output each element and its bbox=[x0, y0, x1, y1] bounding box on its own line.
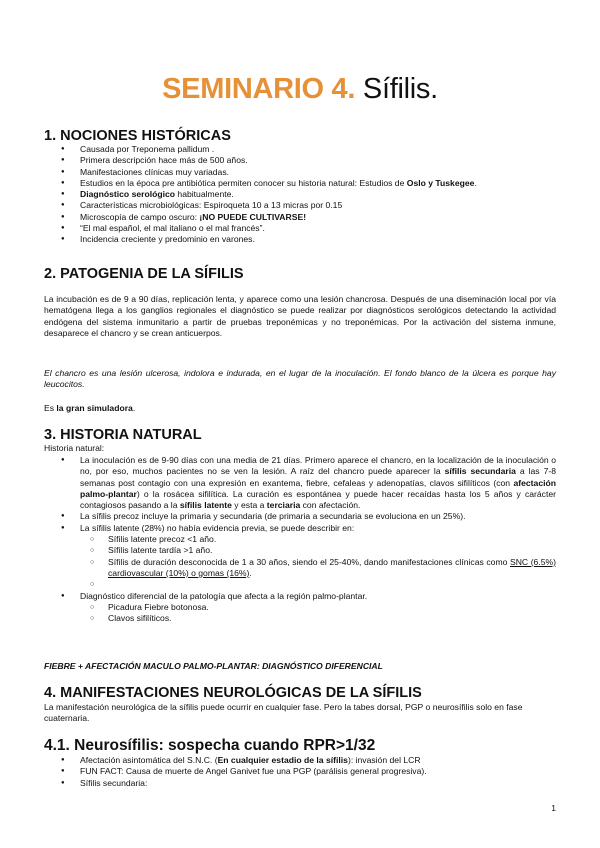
list-subitem: ○ Clavos sifilíticos. bbox=[44, 613, 556, 624]
bold-text: la gran simuladora bbox=[56, 403, 133, 413]
section-4-paragraph: La manifestación neurológica de la sífilis puede ocurrir en cualquier fase. Pero la tabes dorsal, PGP o neurosífilis solo en fase cuaternaria. bbox=[44, 702, 523, 724]
section-3-list bbox=[44, 455, 556, 624]
list-item: ● Sífilis secundaria: bbox=[44, 778, 556, 789]
list-item: ● La sífilis precoz incluye la primaria y secundaria (de primaria a secundaria se evoluciona en un 25%). bbox=[44, 511, 556, 522]
list-item: ● “El mal español, el mal italiano o el mal francés”. bbox=[44, 223, 556, 234]
text: y esta a bbox=[231, 500, 267, 511]
page-number: 1 bbox=[551, 803, 556, 813]
section-4-heading: 4. MANIFESTACIONES NEUROLÓGICAS DE LA SÍFILIS bbox=[44, 685, 422, 701]
list-subitem: ○ Sífilis latente tardía >1 año. bbox=[44, 545, 556, 556]
bold-text: sífilis secundaria bbox=[444, 466, 516, 477]
list-item-bold: ¡NO PUEDE CULTIVARSE! bbox=[199, 211, 307, 222]
list-item-bold: Oslo y Tuskegee bbox=[406, 177, 475, 188]
bold-text: afectación palmo-plantar bbox=[80, 477, 556, 499]
section-2-heading: 2. PATOGENIA DE LA SÍFILIS bbox=[44, 266, 244, 282]
text: ) o la rosácea sifilítica. La curación es espontánea y puede hacer recaídas hasta los 5 años y carácter contagiosos pasando a la bbox=[80, 488, 556, 511]
list-item bbox=[44, 178, 556, 189]
text: Es bbox=[44, 403, 57, 413]
text: a las 7-8 semanas post contagio con una expresión en exantema, fiebre, cefaleas y adenopatías, clavos sifilíticos (con bbox=[80, 466, 556, 488]
list-item: ● Causada por Treponema pallidum . bbox=[44, 144, 556, 155]
text: Afectación asintomática del S.N.C. ( bbox=[80, 755, 218, 765]
bold-text: sífilis latente bbox=[179, 500, 232, 511]
section-1-list bbox=[44, 144, 556, 246]
section-3-heading: 3. HISTORIA NATURAL bbox=[44, 427, 202, 443]
text: Sífilis de duración desconocida de 1 a 30 años, siendo el 25-40%, dando manifestaciones clínicas como bbox=[108, 556, 510, 567]
section-3-intro: Historia natural: bbox=[44, 443, 105, 453]
bold-text: En cualquier estadio de la sífilis bbox=[217, 755, 348, 765]
list-item: ● Primera descripción hace más de 500 años. bbox=[44, 155, 556, 166]
section-2-simuladora bbox=[44, 403, 556, 414]
list-item-text: habitualmente. bbox=[175, 189, 234, 200]
title-rest: Sífilis. bbox=[362, 73, 438, 105]
list-item-text: . bbox=[474, 177, 477, 188]
list-item: ● Características microbiológicas: Espiroqueta 10 a 13 micras por 0.15 bbox=[44, 200, 556, 211]
list-item-bold: Diagnóstico serológico bbox=[80, 189, 176, 200]
section-4-1-heading: 4.1. Neurosífilis: sospecha cuando RPR>1/32 bbox=[44, 737, 376, 754]
list-item: ● Incidencia creciente y predominio en varones. bbox=[44, 234, 556, 245]
text: . bbox=[249, 567, 252, 578]
bold-text: terciaria bbox=[266, 500, 301, 511]
list-subitem bbox=[44, 557, 556, 580]
list-subitem: ○ Picadura Fiebre botonosa. bbox=[44, 602, 556, 613]
list-item-text: Microscopía de campo oscuro: bbox=[80, 211, 200, 222]
section-4-1-list bbox=[44, 755, 556, 789]
section-1-heading: 1. NOCIONES HISTÓRICAS bbox=[44, 128, 231, 144]
list-item: ● Diagnóstico diferencial de la patología que afecta a la región palmo-plantar. bbox=[44, 591, 556, 602]
list-subitem: ○ Sífilis latente precoz <1 año. bbox=[44, 534, 556, 545]
list-item bbox=[44, 455, 556, 511]
page-title bbox=[0, 72, 600, 106]
text: ): invasión del LCR bbox=[347, 755, 421, 765]
title-highlight: SEMINARIO 4. bbox=[162, 73, 356, 105]
underlined-text: SNC (6.5%) cardiovascular (10%) o gomas (16%) bbox=[108, 556, 557, 578]
list-item: ● La sífilis latente (28%) no había evidencia previa, se puede describir en: bbox=[44, 523, 556, 534]
list-item bbox=[44, 189, 556, 200]
text: con afectación. bbox=[300, 500, 361, 511]
list-item: ● Manifestaciones clínicas muy variadas. bbox=[44, 167, 556, 178]
list-subitem-empty bbox=[44, 579, 556, 590]
list-item bbox=[44, 212, 556, 223]
list-item bbox=[44, 755, 556, 766]
section-2-paragraph: La incubación es de 9 a 90 días, replicación lenta, y aparece como una lesión chancrosa. Después de una diseminación local por vía hematógena llega a los ganglios regionales el diagnóstico se puede realizar por diagnósticos serológicos detectando la actividad endógena del sistema inmunitario a partir de pruebas treponémicas y no treponémicas. Por la activación del sistema inmune, desaparece el chancro y se crean anticuerpos. bbox=[44, 294, 556, 338]
section-2-italic-paragraph: El chancro es una lesión ulcerosa, indolora e indurada, en el lugar de la inoculación. El fondo blanco de la úlcera es porque hay leucocitos. bbox=[44, 368, 556, 390]
text: . bbox=[132, 403, 136, 413]
text: La inoculación es de 9-90 días con una media de 21 días. Primero aparece el chancro, en la localización de la inoculación o no, por eso, muchos pacientes no se ven la lesión. A raíz del chancro puede aparecer la bbox=[80, 455, 556, 477]
list-item-text: Estudios en la época pre antibiótica permiten conocer su historia natural: Estudios de bbox=[80, 177, 405, 188]
list-item: ● FUN FACT: Causa de muerte de Angel Ganivet fue una PGP (parálisis general progresiva). bbox=[44, 766, 556, 777]
section-3-note: FIEBRE + AFECTACIÓN MACULO PALMO-PLANTAR: DIAGNÓSTICO DIFERENCIAL bbox=[44, 661, 383, 671]
